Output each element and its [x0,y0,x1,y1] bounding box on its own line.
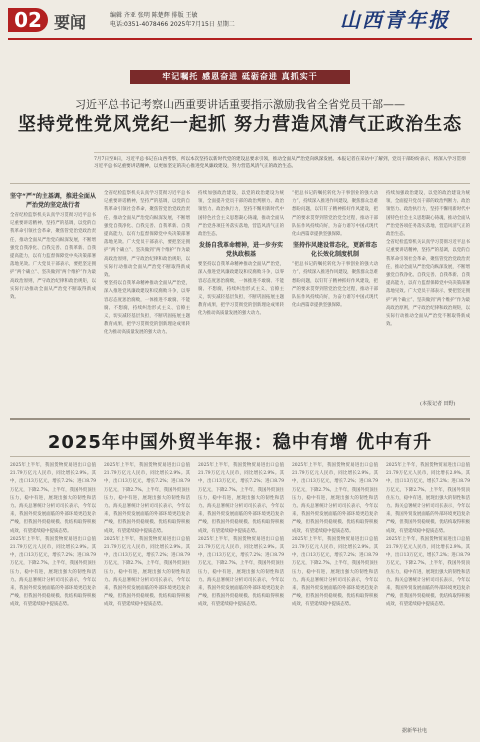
page-number: 02 [8,8,48,32]
a2-col2-text-cont: 2025年上半年，我国货物贸易进出口总值21.79万亿元人民币，同比增长2.9%。其中，出口13万亿元，增长7.2%；进口8.79万亿元，下降2.7%。上半年，我国外贸顶住压力，稳中有进，展现出强大的韧性和活力。海关总署统计分析司司长表示，今年以来，我国外贸发展面临的外部环境更趋复杂严峻，但我国外贸稳规模、优结构取得积极成效，有望延续稳中提质态势。 [104,536,190,608]
a2-col5-text: 2025年上半年，我国货物贸易进出口总值21.79万亿元人民币，同比增长2.9%。其中，出口13万亿元，增长7.2%；进口8.79万亿元，下降2.7%。上半年，我国外贸顶住压力，稳中有进，展现出强大的韧性和活力。海关总署统计分析司司长表示，今年以来，我国外贸发展面临的外部环境更趋复杂严峻，但我国外贸稳规模、优结构取得积极成效，有望延续稳中提质态势。 [386,463,470,534]
article2-byline: 据新华社电 [402,728,428,734]
a2-col4-text-cont: 2025年上半年，我国货物贸易进出口总值21.79万亿元人民币，同比增长2.9%。其中，出口13万亿元，增长7.2%；进口8.79万亿元，下降2.7%。上半年，我国外贸顶住压力，稳中有进，展现出强大的韧性和活力。海关总署统计分析司司长表示，今年以来，我国外贸发展面临的外部环境更趋复杂严峻，但我国外贸稳规模、优结构取得积极成效，有望延续稳中提质态势。 [292,536,378,608]
col3-text: 要坚持以自我革命精神推动全面从严治党，深入推进党风廉政建设和反腐败斗争，以零容忍态度惩治腐败，一体推进不敢腐、不能腐、不想腐，持续纠治形式主义、官僚主义，切实减轻基层负担，不断巩固拓展主题教育成果，把学习贯彻党的创新理论成果转化为推动高质量发展的强大动力。 [198,262,284,317]
article1-column-3 [198,190,284,420]
article2-column-1 [10,462,96,732]
article-divider [10,418,470,420]
a2-col3-text-cont: 2025年上半年，我国货物贸易进出口总值21.79万亿元人民币，同比增长2.9%。其中，出口13万亿元，增长7.2%；进口8.79万亿元，下降2.7%。上半年，我国外贸顶住压力，稳中有进，展现出强大的韧性和活力。海关总署统计分析司司长表示，今年以来，我国外贸发展面临的外部环境更趋复杂严峻，但我国外贸稳规模、优结构取得积极成效，有望延续稳中提质态势。 [198,536,284,608]
col4-text-a: “把总书记的嘱托转化为干事创业的强大动力”，持续深入推进作风建设，聚焦群众急难愁盼问题，以钉钉子精神抓好作风建设，把严的要求贯穿到管党治党全过程，推动干部队伍作风持续向好，为奋力谱写中国式现代化山西篇章提供坚强保障。 [292,191,378,238]
a2-col5-text-cont: 2025年上半年，我国货物贸易进出口总值21.79万亿元人民币，同比增长2.9%。其中，出口13万亿元，增长7.2%；进口8.79万亿元，下降2.7%。上半年，我国外贸顶住压力，稳中有进，展现出强大的韧性和活力。海关总署统计分析司司长表示，今年以来，我国外贸发展面临的外部环境更趋复杂严峻，但我国外贸稳规模、优结构取得积极成效，有望延续稳中提质态势。 [386,536,470,608]
a2-col1-text: 2025年上半年，我国货物贸易进出口总值21.79万亿元人民币，同比增长2.9%。其中，出口13万亿元，增长7.2%；进口8.79万亿元，下降2.7%。上半年，我国外贸顶住压力，稳中有进，展现出强大的韧性和活力。海关总署统计分析司司长表示，今年以来，我国外贸发展面临的外部环境更趋复杂严峻，但我国外贸稳规模、优结构取得积极成效，有望延续稳中提质态势。 [10,463,96,534]
lead-divider [94,152,470,153]
col5-text: 持续加强政治建设，以党的政治建设为统领，全面提升党员干部的政治判断力、政治领悟力、政治执行力，坚持不懈用新时代中国特色社会主义思想凝心铸魂，推动全面从严治党各项任务落实落地，营造风清气正的政治生态。 [386,191,470,238]
col5-text-cont: 全省纪检监察机关认真学习贯彻习近平总书记重要讲话精神，坚持严的基调，以党的自我革命引领社会革命，聚焦管党治党政治责任，推动全面从严治党向纵深发展，不断增强党自我净化、自我完善、自我革新、自我提高能力，以有力监督保障党中央决策部署落地见效。广大党员干部表示，要把坚定拥护“两个确立”、坚决做到“两个维护”作为最高政治原则，严守政治纪律和政治规矩，以实际行动推动全面从严治党不断取得新成效。 [386,240,470,328]
col3-subheading: 发扬自我革命精神，进一步夯实党执政根基 [198,242,283,259]
col1-subheading: 坚守“严”的主基调，推进全面从严治党的坚定战行者 [10,193,96,209]
article1-column-4 [292,190,378,420]
column-banner: 牢记嘱托 感恩奋进 砥砺奋进 真抓实干 [130,70,350,84]
newspaper-logo: 山西青年报 [340,8,450,32]
article1-lead: 7月7日至8日，习近平总书记在山西考察，所以本次坚持以新时代党的建设总要求引领，推动全面从严治党向纵深发展。本报记者在采访中了解到，党员干部纷纷表示，将深入学习贯彻习近平总书记重要讲话精神，以更加坚定的决心推进党风廉政建设，努力营造风清气正的政治生态。 [94,157,466,169]
a2-col4-text: 2025年上半年，我国货物贸易进出口总值21.79万亿元人民币，同比增长2.9%。其中，出口13万亿元，增长7.2%；进口8.79万亿元，下降2.7%。上半年，我国外贸顶住压力，稳中有进，展现出强大的韧性和活力。海关总署统计分析司司长表示，今年以来，我国外贸发展面临的外部环境更趋复杂严峻，但我国外贸稳规模、优结构取得积极成效，有望延续稳中提质态势。 [292,463,378,534]
article1-byline: (本报记者 田野) [420,401,456,407]
col2-text: 全省纪检监察机关认真学习贯彻习近平总书记重要讲话精神，坚持严的基调，以党的自我革命引领社会革命，聚焦管党治党政治责任，推动全面从严治党向纵深发展，不断增强党自我净化、自我完善、自我革新、自我提高能力，以有力监督保障党中央决策部署落地见效。广大党员干部表示，要把坚定拥护“两个确立”、坚决做到“两个维护”作为最高政治原则，严守政治纪律和政治规矩，以实际行动推动全面从严治党不断取得新成效。 [104,191,190,279]
col4-text: “把总书记的嘱托转化为干事创业的强大动力”，持续深入推进作风建设，聚焦群众急难愁盼问题，以钉钉子精神抓好作风建设，把严的要求贯穿到管党治党全过程，推动干部队伍作风持续向好，为奋力谱写中国式现代化山西篇章提供坚强保障。 [292,262,378,309]
col4-subheading: 坚持作风建设常态化，更新常态化长效化制度机制 [292,242,377,259]
article2-column-2 [104,462,190,732]
col3-text-a: 持续加强政治建设，以党的政治建设为统领，全面提升党员干部的政治判断力、政治领悟力、政治执行力，坚持不懈用新时代中国特色社会主义思想凝心铸魂，推动全面从严治党各项任务落实落地，营造风清气正的政治生态。 [198,191,284,238]
article1-subtitle: 习近平总书记考察山西重要讲话重要指示激励我省全省党员干部—— [75,98,405,111]
article1-column-5 [386,190,470,398]
article1-column-2 [104,190,190,420]
article2-headline: 2025年中国外贸半年报：稳中有增 优中有升 [47,432,433,453]
a2-col3-text: 2025年上半年，我国货物贸易进出口总值21.79万亿元人民币，同比增长2.9%。其中，出口13万亿元，增长7.2%；进口8.79万亿元，下降2.7%。上半年，我国外贸顶住压力，稳中有进，展现出强大的韧性和活力。海关总署统计分析司司长表示，今年以来，我国外贸发展面临的外部环境更趋复杂严峻，但我国外贸稳规模、优结构取得积极成效，有望延续稳中提质态势。 [198,463,284,534]
col1-text: 全省纪检监察机关认真学习贯彻习近平总书记重要讲话精神，坚持严的基调，以党的自我革命引领社会革命，聚焦管党治党政治责任，推动全面从严治党向纵深发展，不断增强党自我净化、自我完善、自我革新、自我提高能力，以有力监督保障党中央决策部署落地见效。广大党员干部表示，要把坚定拥护“两个确立”、坚决做到“两个维护”作为最高政治原则，严守政治纪律和政治规矩，以实际行动推动全面从严治党不断取得新成效。 [10,213,96,301]
section-title: 要闻 [54,13,87,32]
article2-column-5 [386,462,470,724]
article2-column-4 [292,462,378,732]
date-info: 电话:0351-4078466 2025年7月15日 星期二 [110,21,235,28]
a2-col2-text: 2025年上半年，我国货物贸易进出口总值21.79万亿元人民币，同比增长2.9%。其中，出口13万亿元，增长7.2%；进口8.79万亿元，下降2.7%。上半年，我国外贸顶住压力，稳中有进，展现出强大的韧性和活力。海关总署统计分析司司长表示，今年以来，我国外贸发展面临的外部环境更趋复杂严峻，但我国外贸稳规模、优结构取得积极成效，有望延续稳中提质态势。 [104,463,190,534]
article1-column-1 [10,190,96,420]
editor-info: 编辑 齐亚 张明 陈楚辉 排版 王敏 [110,12,198,19]
article1-headline: 坚持党性党风党纪一起抓 努力营造风清气正政治生态 [17,114,463,135]
page-header [0,0,480,40]
header-rule [8,38,472,40]
a2-col1-text-cont: 2025年上半年，我国货物贸易进出口总值21.79万亿元人民币，同比增长2.9%。其中，出口13万亿元，增长7.2%；进口8.79万亿元，下降2.7%。上半年，我国外贸顶住压力，稳中有进，展现出强大的韧性和活力。海关总署统计分析司司长表示，今年以来，我国外贸发展面临的外部环境更趋复杂严峻，但我国外贸稳规模、优结构取得积极成效，有望延续稳中提质态势。 [10,536,96,608]
article2-top-rule [10,456,470,457]
article2-column-3 [198,462,284,732]
lead-bottom-rule [10,183,470,184]
col2-text-cont: 要坚持以自我革命精神推动全面从严治党，深入推进党风廉政建设和反腐败斗争，以零容忍态度惩治腐败，一体推进不敢腐、不能腐、不想腐，持续纠治形式主义、官僚主义，切实减轻基层负担，不断巩固拓展主题教育成果，把学习贯彻党的创新理论成果转化为推动高质量发展的强大动力。 [104,281,190,336]
